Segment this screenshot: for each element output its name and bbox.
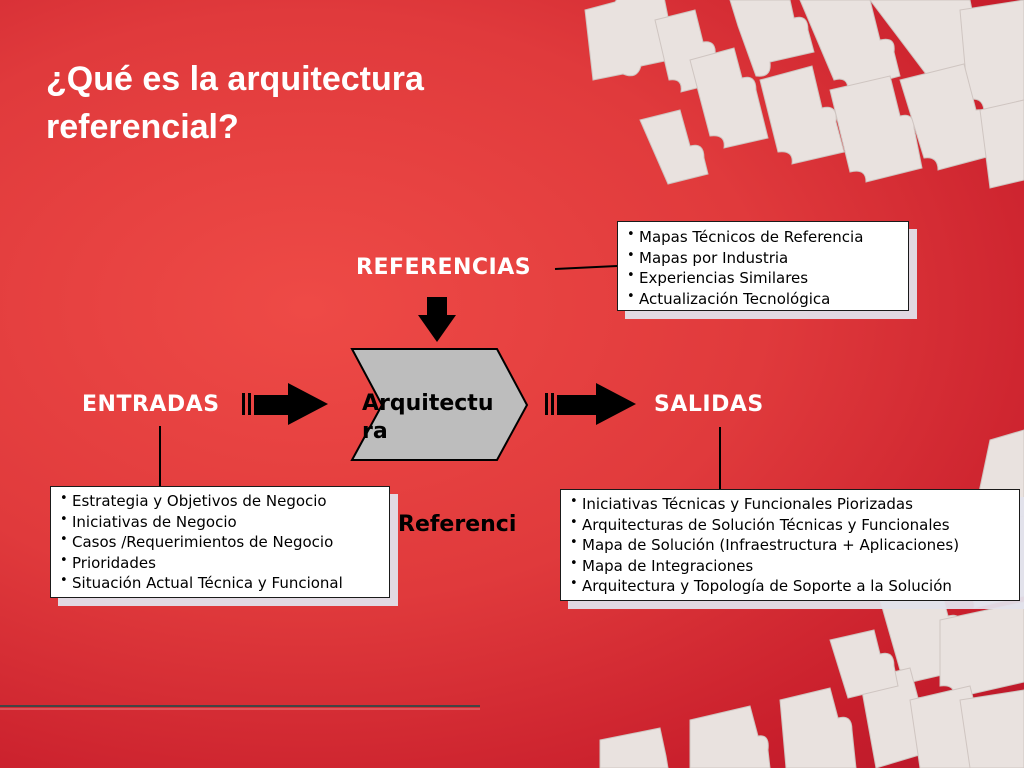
list-item: • Mapas Técnicos de Referencia — [627, 227, 908, 248]
list-item: • Casos /Requerimientos de Negocio — [60, 532, 389, 553]
list-item: • Iniciativas Técnicas y Funcionales Piorizadas — [570, 494, 1019, 515]
connector-line — [555, 266, 617, 269]
list-item: • Mapas por Industria — [627, 248, 908, 269]
list-item: • Situación Actual Técnica y Funcional — [60, 573, 389, 594]
center-label-line-2: ra — [362, 419, 388, 444]
list-item: • Actualización Tecnológica — [627, 289, 908, 310]
referencias-label: REFERENCIAS — [356, 255, 532, 280]
down-arrow-icon — [418, 297, 456, 342]
referencias-box — [617, 221, 909, 311]
list-item: • Experiencias Similares — [627, 268, 908, 289]
slide-title: ¿Qué es la arquitectura referencial? — [46, 60, 424, 146]
salidas-box — [560, 489, 1020, 601]
list-item: • Mapa de Solución (Infraestructura + Aplicaciones) — [570, 535, 1019, 556]
list-item: • Estrategia y Objetivos de Negocio — [60, 491, 389, 512]
center-label-line-1: Arquitectu — [362, 391, 494, 416]
salidas-label: SALIDAS — [654, 392, 764, 417]
list-item: • Mapa de Integraciones — [570, 556, 1019, 577]
entradas-label: ENTRADAS — [82, 392, 220, 417]
right-arrow-icon — [242, 383, 328, 425]
center-label-overflow: Referenci — [398, 512, 517, 537]
list-item: • Prioridades — [60, 553, 389, 574]
entradas-box — [50, 486, 390, 598]
list-item: • Arquitecturas de Solución Técnicas y Funcionales — [570, 515, 1019, 536]
list-item: • Iniciativas de Negocio — [60, 512, 389, 533]
center-process-label — [362, 390, 522, 446]
list-item: • Arquitectura y Topología de Soporte a la Solución — [570, 576, 1019, 597]
right-arrow-icon — [545, 383, 636, 425]
